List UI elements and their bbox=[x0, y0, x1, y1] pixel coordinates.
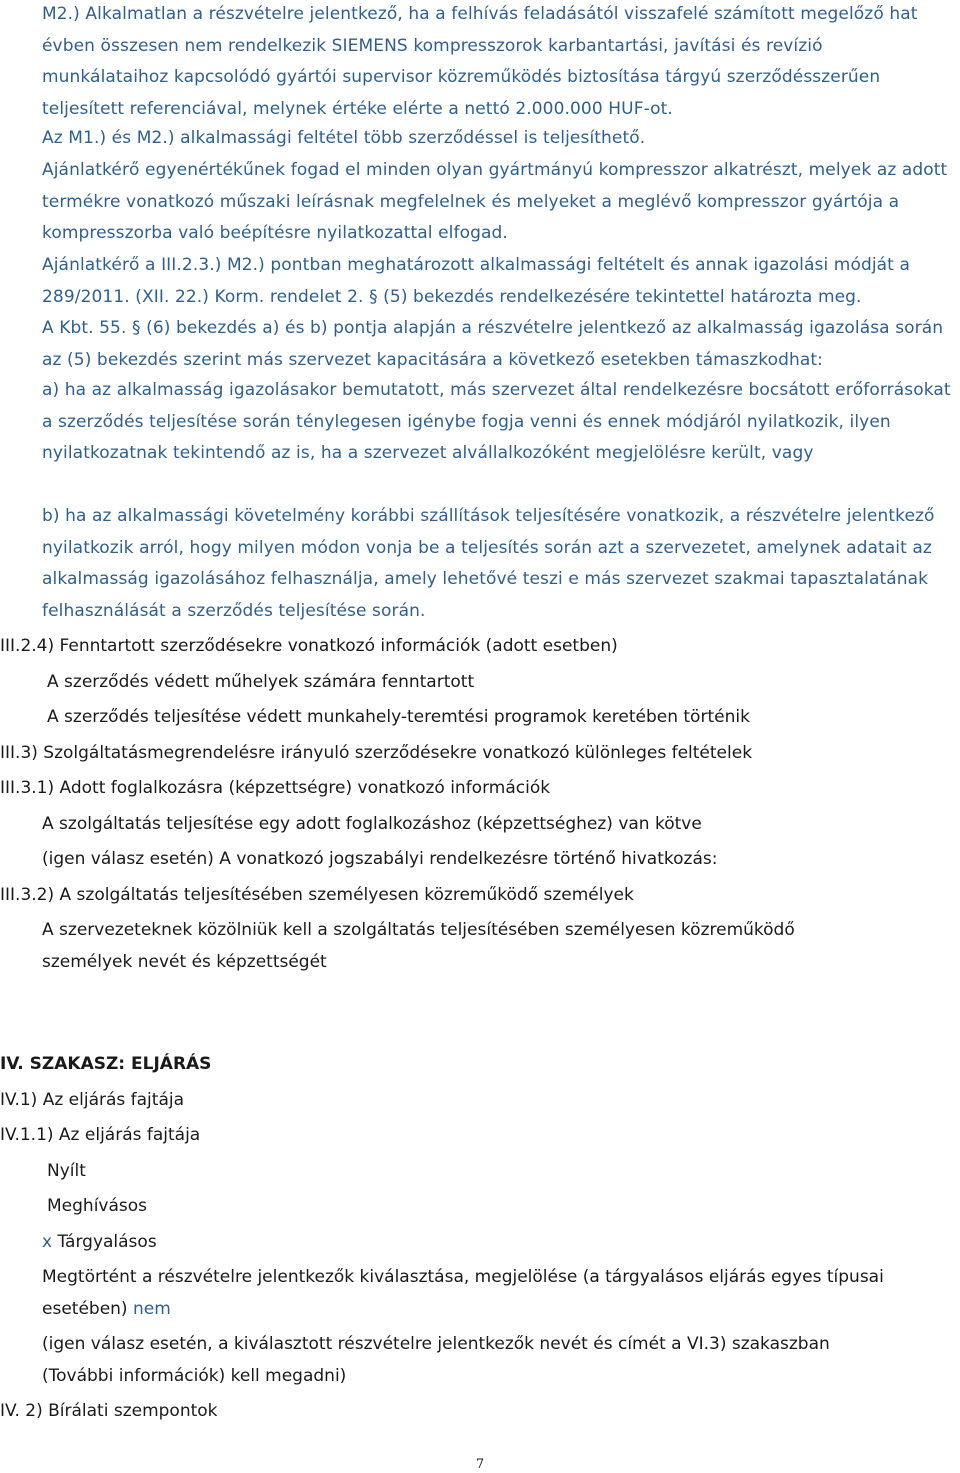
selected-mark: x bbox=[42, 1232, 53, 1252]
selection-line-2-text: esetében) bbox=[42, 1299, 128, 1319]
selection-line-1: Megtörtént a részvételre jelentkezők kiválasztása, megjelölése (a tárgyalásos eljárás egyes típusai bbox=[42, 1267, 884, 1287]
reserved-item-1: A szerződés védett műhelyek számára fenntartott bbox=[47, 672, 475, 692]
procedure-option-negotiated bbox=[42, 1231, 157, 1253]
reserved-item-2: A szerződés teljesítése védett munkahely-teremtési programok keretében történik bbox=[47, 707, 750, 727]
selection-answer: nem bbox=[132, 1299, 171, 1319]
heading-iii-2-4: III.2.4) Fenntartott szerződésekre vonatkozó információk (adott esetben) bbox=[0, 636, 618, 656]
heading-iv-1-1: IV.1.1) Az eljárás fajtája bbox=[0, 1125, 201, 1145]
procedure-option-restricted: Meghívásos bbox=[47, 1196, 148, 1216]
profession-item-1: A szolgáltatás teljesítése egy adott foglalkozáshoz (képzettséghez) van kötve bbox=[42, 814, 702, 834]
personnel-text-line-2: személyek nevét és képzettségét bbox=[42, 952, 327, 972]
heading-iv-1: IV.1) Az eljárás fajtája bbox=[0, 1090, 185, 1110]
note-line-1: (igen válasz esetén, a kiválasztott részvételre jelentkezők nevét és címét a VI.3) szakaszban bbox=[42, 1334, 830, 1354]
heading-iii-3: III.3) Szolgáltatásmegrendelésre irányuló szerződésekre vonatkozó különleges feltételek bbox=[0, 743, 753, 763]
profession-item-2: (igen válasz esetén) A vonatkozó jogszabályi rendelkezésre történő hivatkozás: bbox=[42, 849, 718, 869]
paragraph-equivalent-parts: Ajánlatkérő egyenértékűnek fogad el minden olyan gyártmányú kompresszor alkatrészt, melyek az adott termékre vonatkozó műszaki leírásnak megfelelnek és melyeket a meglévő kompresszor gyártója a kompresszorba való beépítésre nyilatkozattal elfogad. bbox=[42, 160, 948, 243]
paragraph-m1-m2-note: Az M1.) és M2.) alkalmassági feltétel több szerződéssel is teljesíthető. bbox=[42, 128, 646, 148]
paragraph-m2-criterion: M2.) Alkalmatlan a részvételre jelentkező, ha a felhívás feladásától visszafelé számított megelőző hat évben összesen nem rendelkezik SIEMENS kompresszorok karbantartási, javítási és revízió munkálataihoz kapcsolódó gyártói supervisor közreműködés biztosítása tárgyú szerződésszerűen teljesített referenciával, melynek értéke elérte a nettó 2.000.000 HUF-ot. bbox=[42, 4, 918, 119]
note-line-2: (További információk) kell megadni) bbox=[42, 1366, 347, 1386]
heading-iii-3-1: III.3.1) Adott foglalkozásra (képzettségre) vonatkozó információk bbox=[0, 778, 551, 798]
procedure-option-open: Nyílt bbox=[47, 1161, 86, 1181]
selection-line-2 bbox=[42, 1298, 171, 1320]
paragraph-kbt-55: A Kbt. 55. § (6) bekezdés a) és b) pontja alapján a részvételre jelentkező az alkalmasság igazolása során az (5) bekezdés szerint más szervezet kapacitására a következő esetekben támaszkodhat: bbox=[42, 318, 944, 370]
procedure-option-negotiated-label: Tárgyalásos bbox=[57, 1232, 157, 1252]
section-iv-heading: IV. SZAKASZ: ELJÁRÁS bbox=[0, 1054, 212, 1074]
paragraph-point-a: a) ha az alkalmasság igazolásakor bemutatott, más szervezet által rendelkezésre bocsátott erőforrásokat a szerződés teljesítése során ténylegesen igénybe fogja venni és ennek módjáról nyilatkozik, ilyen nyilatkozatnak tekintendő az is, ha a szervezet alvállalkozóként megjelölésre került, vagy bbox=[42, 380, 951, 463]
page-number: 7 bbox=[475, 1457, 485, 1472]
heading-iv-2: IV. 2) Bírálati szempontok bbox=[0, 1401, 218, 1421]
paragraph-point-b: b) ha az alkalmassági követelmény korábbi szállítások teljesítésére vonatkozik, a részvételre jelentkező nyilatkozik arról, hogy milyen módon vonja be a teljesítés során azt a szervezetet, amelynek adatait az alkalmasság igazolásához felhasználja, amely lehetővé teszi e más szervezet szakmai tapasztalatának felhasználását a szerződés teljesítése során. bbox=[42, 506, 935, 621]
paragraph-legal-basis: Ajánlatkérő a III.2.3.) M2.) pontban meghatározott alkalmassági feltételt és annak igazolási módját a 289/2011. (XII. 22.) Korm. rendelet 2. § (5) bekezdés rendelkezésére tekintettel határozta meg. bbox=[42, 255, 910, 307]
heading-iii-3-2: III.3.2) A szolgáltatás teljesítésében személyesen közreműködő személyek bbox=[0, 885, 634, 905]
personnel-text-line-1: A szervezeteknek közölniük kell a szolgáltatás teljesítésében személyesen közreműködő bbox=[42, 920, 795, 940]
